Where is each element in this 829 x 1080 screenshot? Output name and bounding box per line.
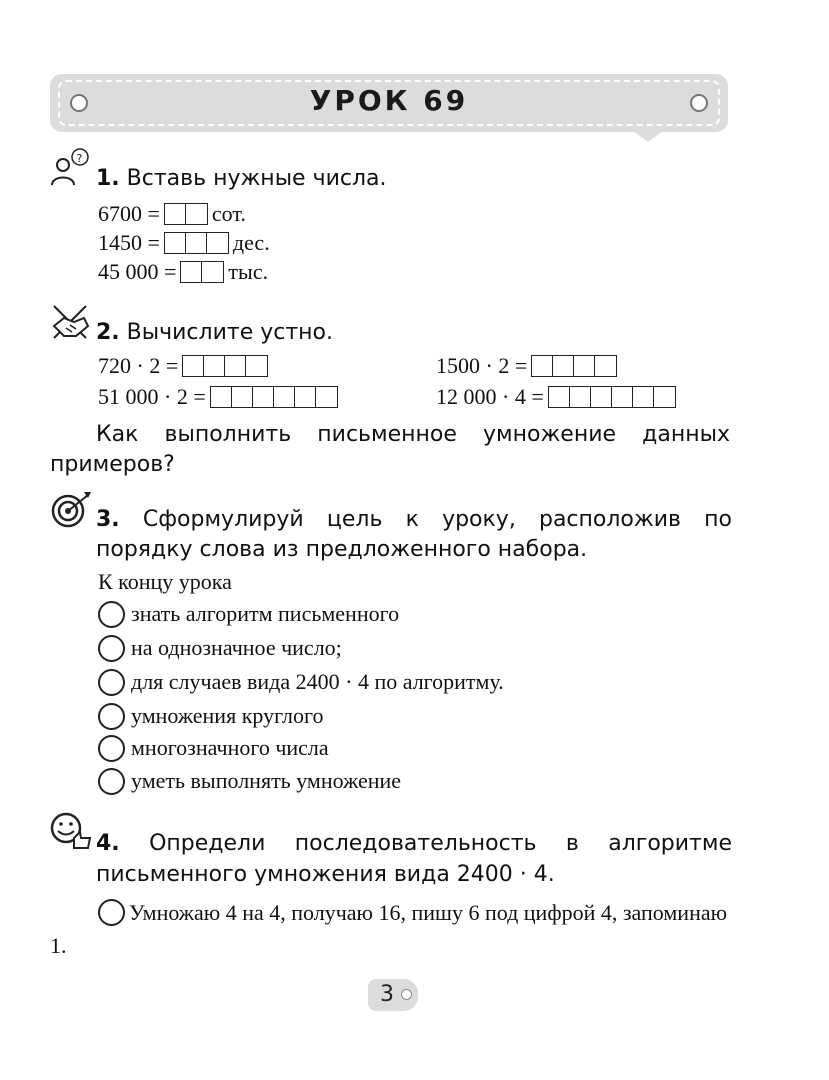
task-1-row-1-expression: 6700 = — [98, 201, 160, 226]
task-3-option-text: для случаев вида 2400 · 4 по алгоритму. — [131, 669, 504, 694]
task-3-option-text: знать алгоритм письменного — [131, 601, 400, 626]
order-circle[interactable] — [98, 703, 125, 730]
task-1-row-3-expression: 45 000 = — [98, 259, 177, 284]
task-3-option — [98, 600, 399, 628]
task-4-number: 4. — [96, 831, 120, 856]
task-4-title: Определи последовательность в алгоритме письменного умножения вида 2400 · 4. — [96, 831, 732, 887]
task-2-title: Вычислите устно. — [126, 320, 333, 345]
answer-cells[interactable] — [180, 261, 224, 283]
task-4-heading — [96, 828, 732, 890]
task-1-row-1-unit: сот. — [211, 201, 246, 226]
task-3-heading — [96, 505, 732, 565]
answer-cells[interactable] — [210, 386, 338, 408]
task-2-heading — [96, 318, 333, 348]
task-2-question: Как выполнить письменное умножение данных примеров? — [50, 422, 730, 477]
order-circle[interactable] — [98, 768, 125, 795]
answer-cells[interactable] — [164, 203, 208, 225]
svg-text:?: ? — [76, 152, 83, 165]
task-3-intro: К концу урока — [98, 569, 232, 594]
task-4-step — [50, 896, 734, 962]
task-3-option — [98, 734, 329, 762]
task-2-row-4 — [436, 383, 680, 411]
task-1-row-2-unit: дес. — [232, 230, 270, 255]
task-3-option — [98, 668, 504, 696]
task-2-row-2 — [436, 352, 621, 380]
task-3-option-text: уметь выполнять умножение — [131, 768, 402, 793]
order-circle[interactable] — [98, 601, 125, 628]
task-2-row-1 — [98, 352, 272, 380]
task-3-option-text: многозначного числа — [131, 735, 329, 760]
task-2-row-1-expression: 720 · 2 = — [98, 353, 179, 378]
task-1-row-3-unit: тыс. — [228, 259, 269, 284]
task-1-row-3 — [98, 258, 268, 286]
answer-cells[interactable] — [548, 386, 676, 408]
task-3-option — [98, 767, 401, 795]
task-3-option-text: умножения круглого — [131, 703, 324, 728]
lesson-header-banner — [50, 74, 728, 132]
task-3-title: Сформулируй цель к уроку, расположив по порядку слова из предложенного набора. — [96, 507, 732, 562]
person-question-icon — [48, 147, 92, 187]
page-number: 3 — [380, 982, 394, 1007]
answer-cells[interactable] — [531, 355, 617, 377]
answer-cells[interactable] — [164, 232, 229, 254]
smiley-thumbs-up-icon — [48, 810, 94, 852]
task-1-number: 1. — [96, 166, 120, 191]
task-2-row-3-expression: 51 000 · 2 = — [98, 384, 206, 409]
banner-tab — [632, 130, 664, 142]
task-2-row-2-expression: 1500 · 2 = — [436, 353, 528, 378]
order-circle[interactable] — [98, 669, 125, 696]
order-circle[interactable] — [98, 635, 125, 662]
task-1-heading — [96, 164, 387, 194]
handshake-icon — [48, 300, 92, 342]
task-3-option — [98, 634, 342, 662]
page-number-dot — [401, 989, 412, 1000]
task-2-row-4-expression: 12 000 · 4 = — [436, 384, 544, 409]
order-circle[interactable] — [98, 735, 125, 762]
page-number-tab — [368, 979, 418, 1011]
task-3-number: 3. — [96, 507, 120, 532]
lesson-title: УРОК 69 — [309, 84, 469, 117]
task-1-row-2-expression: 1450 = — [98, 230, 160, 255]
task-3-option-text: на однозначное число; — [131, 635, 342, 660]
task-3-option — [98, 702, 323, 730]
task-2-row-3 — [98, 383, 342, 411]
order-circle[interactable] — [98, 899, 125, 926]
answer-cells[interactable] — [182, 355, 268, 377]
task-2-number: 2. — [96, 320, 120, 345]
target-icon — [48, 489, 94, 529]
task-1-row-1 — [98, 200, 246, 228]
task-4-step-text: Умножаю 4 на 4, получаю 16, пишу 6 под цифрой 4, запоминаю 1. — [50, 900, 728, 958]
task-1-row-2 — [98, 229, 270, 257]
task-1-title: Вставь нужные числа. — [126, 166, 387, 191]
